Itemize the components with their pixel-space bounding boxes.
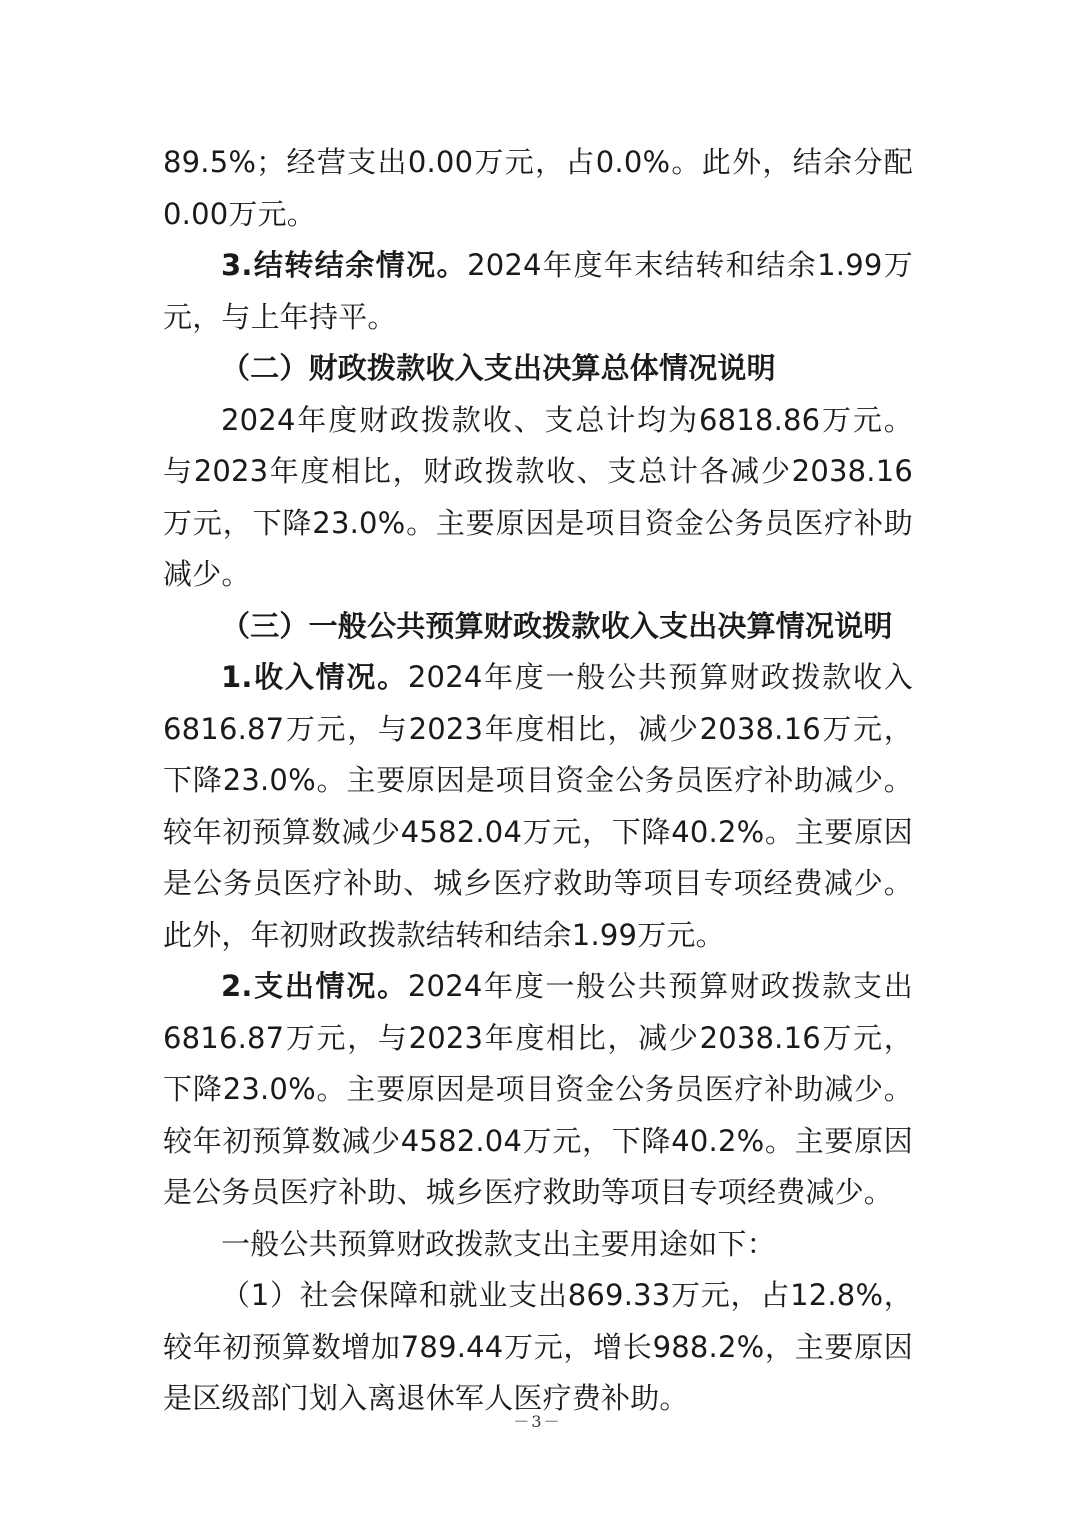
page-number: －3－ <box>513 1412 562 1431</box>
section-heading-general-budget: （三）一般公共预算财政拨款收入支出决算情况说明 <box>221 608 893 643</box>
paragraph-income-text: 2024年度一般公共预算财政拨款收入6816.87万元，与2023年度相比，减少2038.16万元，下降23.0%。主要原因是项目资金公务员医疗补助减少。较年初预算数减少4582.04万元，下降40.2%。主要原因是公务员医疗补助、城乡医疗救助等项目专项经费减少。此外，年初财政拨款结转和结余1.99万元。 <box>163 660 913 952</box>
section-heading-fiscal-overview: （二）财政拨款收入支出决算总体情况说明 <box>221 351 776 385</box>
paragraph-expenditure-text: 2024年度一般公共预算财政拨款支出6816.87万元，与2023年度相比，减少2038.16万元，下降23.0%。主要原因是项目资金公务员医疗补助减少。较年初预算数减少4582.04万元，下降40.2%。主要原因是公务员医疗补助、城乡医疗救助等项目专项经费减少。 <box>163 969 913 1209</box>
paragraph-expenditure <box>163 961 913 1219</box>
paragraph-carryover <box>163 240 913 343</box>
paragraph-expense-continuation: 89.5%；经营支出0.00万元，占0.0%。此外，结余分配0.00万元。 <box>163 145 913 231</box>
paragraph-fiscal-overview: 2024年度财政拨款收、支总计均为6818.86万元。与2023年度相比，财政拨款收、支总计各减少2038.16万元，下降23.0%。主要原因是项目资金公务员医疗补助减少。 <box>163 402 913 591</box>
paragraph-expenditure-lead: 2.支出情况。 <box>221 969 408 1003</box>
paragraph-income-lead: 1.收入情况。 <box>221 660 408 694</box>
paragraph-carryover-lead: 3.结转结余情况。 <box>221 248 468 282</box>
paragraph-uses-intro: 一般公共预算财政拨款支出主要用途如下： <box>221 1226 776 1261</box>
document-body <box>163 137 913 1425</box>
paragraph-income <box>163 652 913 961</box>
paragraph-carryover-text: 2024年度年末结转和结余1.99万元，与上年持平。 <box>163 248 913 334</box>
paragraph-social-security: （1）社会保障和就业支出869.33万元，占12.8%，较年初预算数增加789.44万元，增长988.2%，主要原因是区级部门划入离退休军人医疗费补助。 <box>163 1278 913 1415</box>
